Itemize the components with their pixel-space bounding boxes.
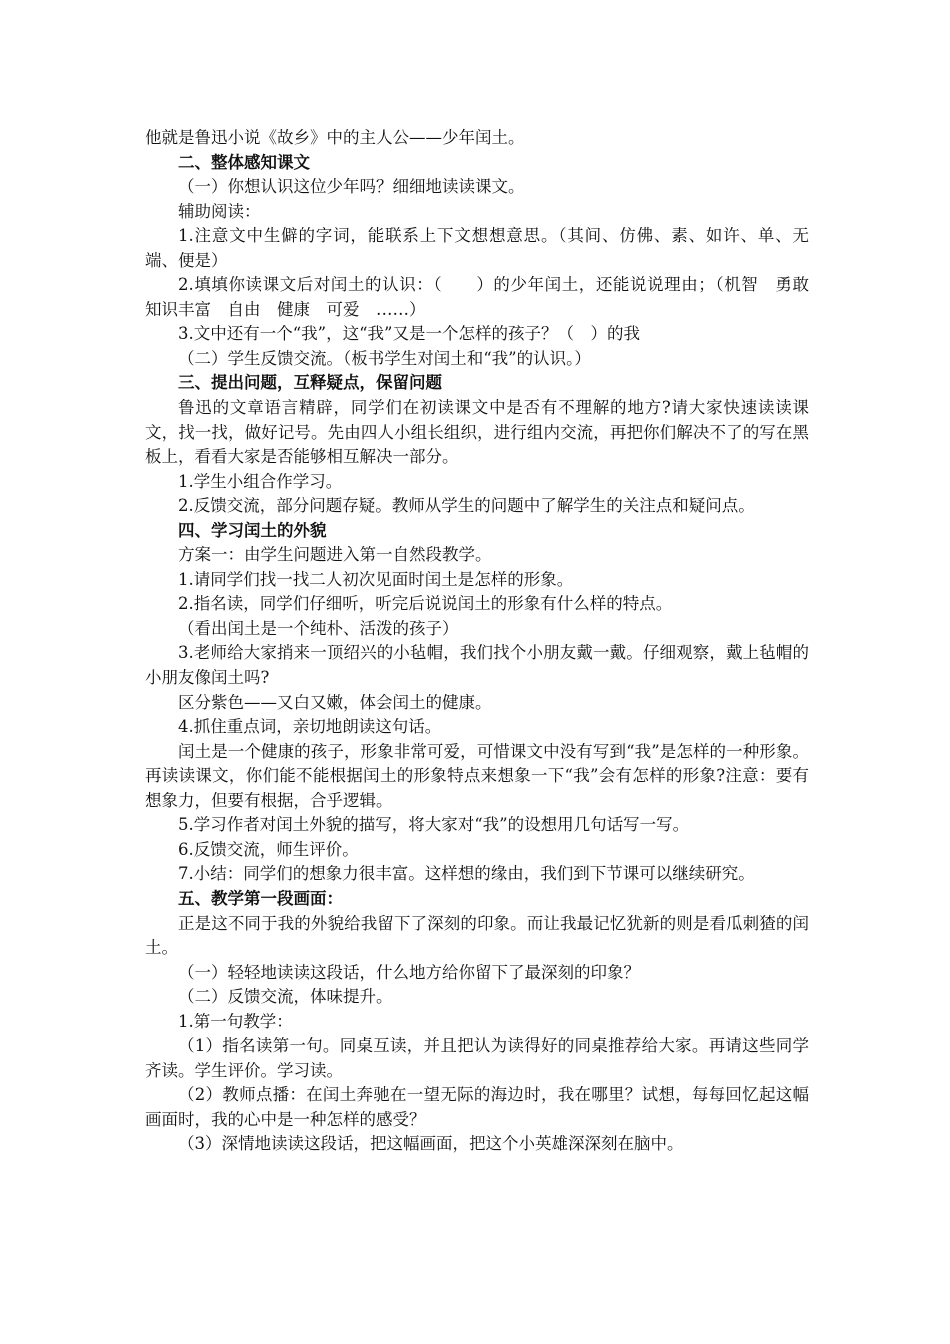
paragraph: 3.文中还有一个“我”，这“我”又是一个怎样的孩子？（ ）的我 xyxy=(178,324,640,344)
paragraph: 1.注意文中生僻的字词，能联系上下文想想意思。（其间、仿佛、素、如许、单、无端、便是） xyxy=(145,226,809,270)
paragraph: （3）深情地读读这段话，把这幅画面，把这个小英雄深深刻在脑中。 xyxy=(178,1134,684,1154)
section-heading: 四、学习闰土的外貌 xyxy=(178,520,327,540)
paragraph: 1.请同学们找一找二人初次见面时闰土是怎样的形象。 xyxy=(178,569,574,589)
paragraph: 1.学生小组合作学习。 xyxy=(178,471,343,491)
paragraph: （1）指名读第一句。同桌互读，并且把认为读得好的同桌推荐给大家。再请这些同学齐读。学生评价。学习读。 xyxy=(145,1036,809,1080)
paragraph: 6.反馈交流，师生评价。 xyxy=(178,839,359,859)
paragraph: 2.反馈交流，部分问题存疑。教师从学生的问题中了解学生的关注点和疑问点。 xyxy=(178,496,755,516)
paragraph: 辅助阅读： xyxy=(178,201,261,221)
paragraph: 1.第一句教学： xyxy=(178,1011,293,1031)
section-heading: 二、整体感知课文 xyxy=(178,152,310,172)
paragraph: 正是这不同于我的外貌给我留下了深刻的印象。而让我最记忆犹新的则是看瓜刺猹的闰土。 xyxy=(145,913,809,958)
paragraph: 5.学习作者对闰土外貌的描写，将大家对“我”的设想用几句话写一写。 xyxy=(178,815,690,835)
paragraph: 3.老师给大家捎来一顶绍兴的小毡帽，我们找个小朋友戴一戴。仔细观察，戴上毡帽的小朋友像闰土吗? xyxy=(145,643,809,688)
section-heading: 三、提出问题，互释疑点，保留问题 xyxy=(178,373,442,393)
paragraph: 他就是鲁迅小说《故乡》中的主人公——少年闰土。 xyxy=(145,128,525,147)
paragraph: 7.小结：同学们的想象力很丰富。这样想的缘由，我们到下节课可以继续研究。 xyxy=(178,864,755,884)
document-body xyxy=(145,126,826,1157)
paragraph: （一）你想认识这位少年吗？细细地读读课文。 xyxy=(178,177,525,197)
paragraph: （一）轻轻地读读这段话，什么地方给你留下了最深刻的印象？ xyxy=(178,962,640,982)
paragraph: 2.填填你读课文后对闰土的认识：（ ）的少年闰土，还能说说理由；（机智 勇敢 知识丰富 自由 健康 可爱 ……） xyxy=(145,275,826,319)
paragraph: 闰土是一个健康的孩子，形象非常可爱，可惜课文中没有写到“我”是怎样的一种形象。再读读课文，你们能不能根据闰土的形象特点来想象一下“我”会有怎样的形象?注意：要有想象力，但要有根据，合乎逻辑。 xyxy=(145,741,809,810)
section-heading: 五、教学第一段画面： xyxy=(178,888,343,908)
paragraph: （2）教师点播：在闰土奔驰在一望无际的海边时，我在哪里？试想，每每回忆起这幅画面时，我的心中是一种怎样的感受？ xyxy=(145,1085,809,1129)
paragraph: （二）学生反馈交流。（板书学生对闰土和“我”的认识。） xyxy=(178,348,591,368)
paragraph: （二）反馈交流，体味提升。 xyxy=(178,987,393,1007)
paragraph: 4.抓住重点词，亲切地朗读这句话。 xyxy=(178,717,442,737)
paragraph: 鲁迅的文章语言精辟，同学们在初读课文中是否有不理解的地方?请大家快速读读课文，找一找，做好记号。先由四人小组长组织，进行组内交流，再把你们解决不了的写在黑板上，看看大家是否能够相互解决一部分。 xyxy=(145,398,809,467)
paragraph: 2.指名读，同学们仔细听，听完后说说闰土的形象有什么样的特点。 xyxy=(178,594,673,614)
paragraph: 区分紫色——又白又嫩，体会闰土的健康。 xyxy=(178,692,492,712)
paragraph: 方案一：由学生问题进入第一自然段教学。 xyxy=(178,545,492,565)
paragraph: （看出闰土是一个纯朴、活泼的孩子） xyxy=(178,618,459,638)
